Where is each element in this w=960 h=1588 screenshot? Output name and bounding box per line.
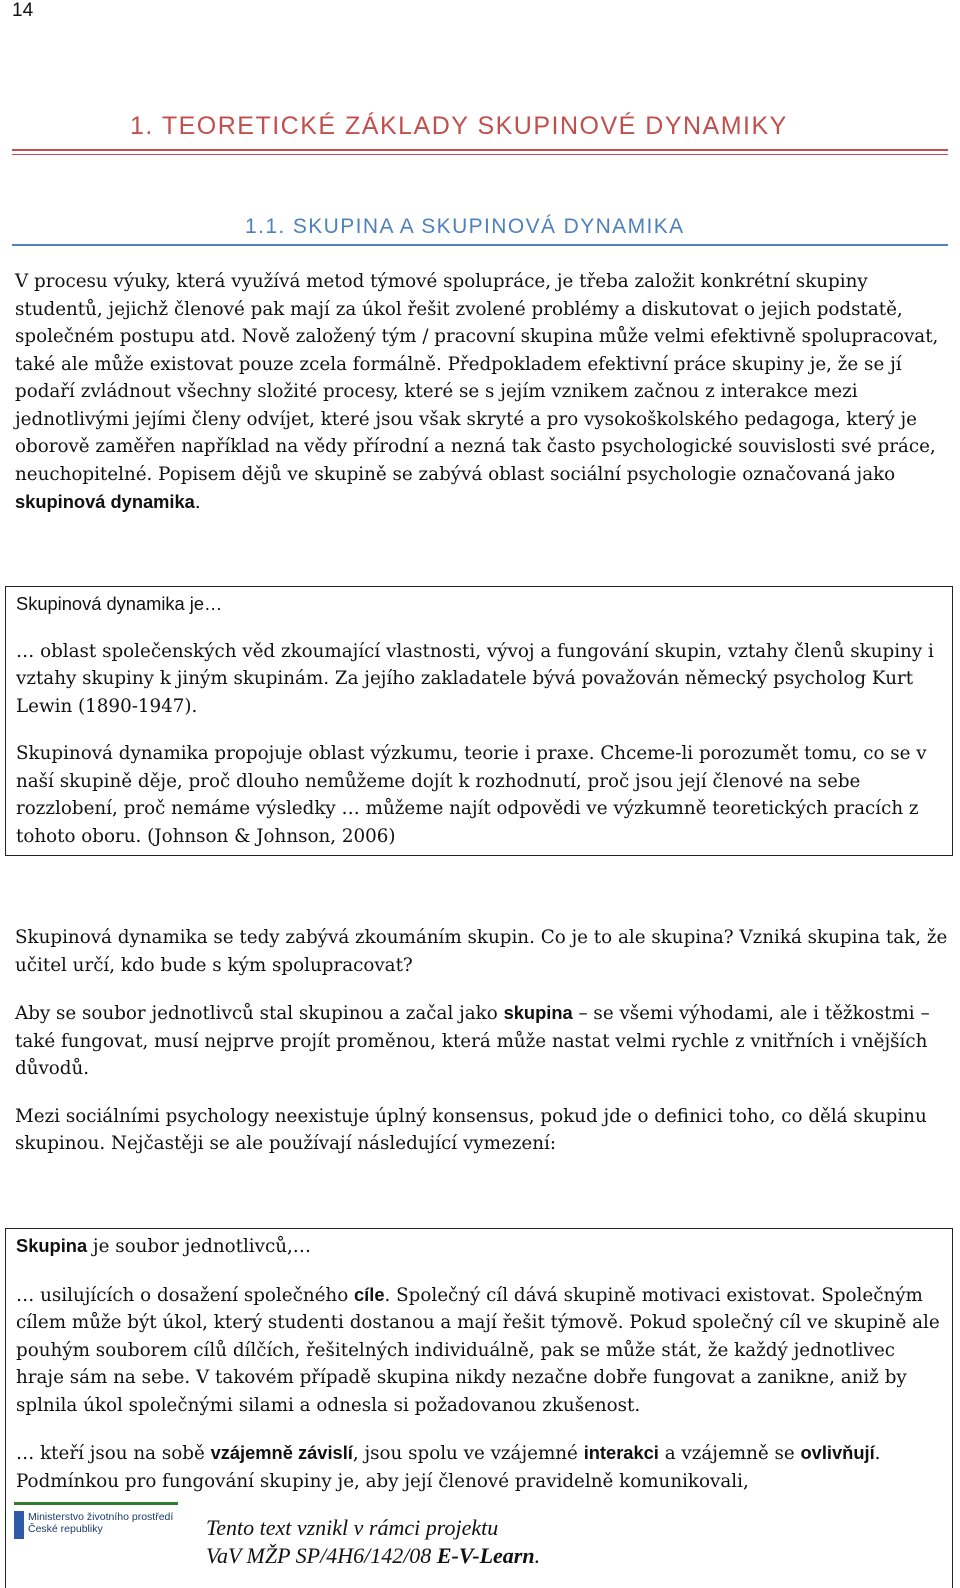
intro-text: V procesu výuky, která využívá metod týmové spolupráce, je třeba založit konkrétní skupiny studentů, jejichž členové pak mají za úkol řešit zvolené problémy a diskutovat o jejich podstatě, společném postupu atd. Nově založený tým / pracovní skupina může velmi efektivně spolupracovat, také ale může existovat pouze zcela formálně. Předpokladem efektivní práce skupiny je, že se jí podaří zvládnout všechny složité procesy, které se s jejím vznikem začnou z interakce mezi jednotlivými jejími členy odvíjet, které jsou však skryté a pro vysokoškolského pedagoga, který je oborově zaměřen například na vědy přírodní a nezná tak často psychologické souvislosti své práce, neuchopitelné. Popisem dějů ve skupině se zabývá oblast sociální psychologie označovaná jako (15, 271, 939, 485)
footer-caption-line1: Tento text vznikl v rámci projektu (206, 1515, 499, 1540)
box2-p2-term1: vzájemně závislí (210, 1442, 353, 1463)
section-title: 1.1. SKUPINA A SKUPINOVÁ DYNAMIKA (245, 215, 685, 238)
footer-project-code: VaV MŽP SP/4H6/142/08 (206, 1543, 437, 1568)
box1-definition: … oblast společenských věd zkoumající vlastnosti, vývoj a fungování skupin, vztahy členů skupiny i vztahy skupiny k jiným skupinám. Za jejího zakladatele bývá považován německý psycholog Kurt Lewin (1890-1947). (16, 640, 934, 717)
intro-paragraph (15, 268, 950, 517)
box2-p1 (16, 1281, 944, 1420)
middle-p2-a: Aby se soubor jednotlivců stal skupinou a začal jako (15, 1003, 504, 1024)
footer-caption (206, 1514, 540, 1570)
box2-p1-a: … usilujících o dosažení společného (16, 1284, 355, 1306)
box1-heading: Skupinová dynamika je… (16, 593, 223, 614)
box2-p2-d: . Podmínkou pro fungování skupiny je, aby její členové pravidelně komunikovali, (16, 1443, 881, 1492)
footer-project-name: E-V-Learn (436, 1543, 535, 1568)
middle-section (15, 924, 950, 1158)
box2-p1-b: . Společný cíl dává skupině motivaci existovat. Společným cílem může být úkol, který studenti dostanou a mají řešit týmově. Pokud společný cíl ve skupině ale pouhým souborem cílů dílčích, řešitelných individuálně, pak se může stát, že každý jednotlivec hraje sám na sebe. V takovém případě skupina nikdy nezačne dobře fungovat a zanikne, aniž by splnila úkol společnými silami a odnesla si požadovanou zkušenost. (16, 1284, 940, 1416)
ministry-logo-text (28, 1511, 173, 1535)
box2-p2-term3: ovlivňují (800, 1442, 875, 1463)
chapter-divider-thin (12, 154, 948, 155)
page-number: 14 (12, 0, 34, 21)
footer-caption-line2 (206, 1542, 540, 1570)
middle-p3: Mezi sociálními psychology neexistuje úplný konsensus, pokud jde o definici toho, co dělá skupinu skupinou. Nejčastěji se ale používají následující vymezení: (15, 1105, 927, 1154)
box2-p1-term: cíle (354, 1283, 385, 1305)
box2-heading-term: Skupina (16, 1235, 88, 1256)
middle-p2-b: – se všemi výhodami, ale i těžkostmi – také fungovat, musí nejprve projít proměnou, která může nastat velmi rychle z vnitřních i vnějších důvodů. (15, 1003, 930, 1079)
intro-end: . (194, 492, 201, 513)
box2-p2-term2: interakci (583, 1442, 659, 1463)
ministry-logo-line1: Ministerstvo životního prostředí (28, 1511, 174, 1523)
footer-caption-end: . (534, 1543, 541, 1568)
box2-p2-b: , jsou spolu ve vzájemné (352, 1443, 584, 1464)
box2-heading-rest: je soubor jednotlivců,… (87, 1236, 312, 1257)
ministry-logo (14, 1502, 178, 1547)
box1-second: Skupinová dynamika propojuje oblast výzkumu, teorie i praxe. Chceme-li porozumět tomu, co se v naší skupině děje, proč dlouho nemůžeme dojít k rozhodnutí, proč jsou její členové na sebe rozzlobení, proč nemáme výsledky … můžeme najít odpovědi ve výzkumně teoretických pracích z tohoto oboru. (Johnson & Johnson, 2006) (16, 743, 927, 847)
box2-p2 (16, 1439, 944, 1495)
intro-term: skupinová dynamika (15, 491, 195, 512)
chapter-title: 1. TEORETICKÉ ZÁKLADY SKUPINOVÉ DYNAMIKY (130, 112, 788, 140)
middle-p2-term: skupina (503, 1002, 573, 1023)
box2-p2-c: a vzájemně se (658, 1443, 801, 1464)
definition-box-dynamics (5, 586, 953, 856)
middle-p2 (15, 999, 950, 1083)
section-divider (12, 244, 948, 246)
box2-heading (16, 1232, 944, 1261)
chapter-divider (12, 149, 948, 151)
ministry-logo-line2: České republiky (28, 1523, 103, 1535)
box2-p2-a: … kteří jsou na sobě (16, 1443, 211, 1464)
middle-p1: Skupinová dynamika se tedy zabývá zkoumáním skupin. Co je to ale skupina? Vzniká skupina tak, že učitel určí, kdo bude s kým spolupracovat? (15, 927, 948, 976)
ministry-logo-mark (14, 1511, 24, 1539)
